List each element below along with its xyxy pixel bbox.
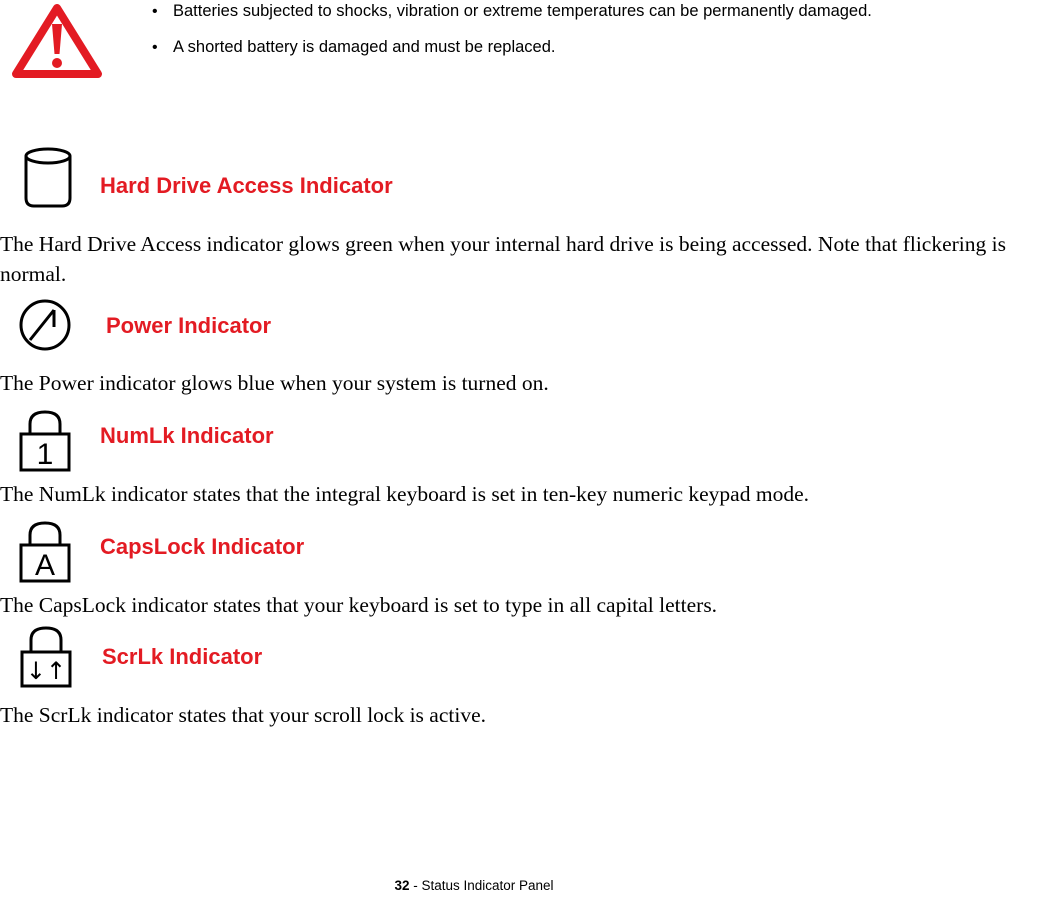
hdd-description: The Hard Drive Access indicator glows green when your internal hard drive is being accessed. Note that flickering is normal. <box>0 232 1006 286</box>
scrlk-description: The ScrLk indicator states that your scroll lock is active. <box>0 703 486 727</box>
capslock-heading: CapsLock Indicator <box>100 534 305 559</box>
numlk-heading: NumLk Indicator <box>100 423 274 448</box>
numlock-glyph: 1 <box>36 438 54 471</box>
numlk-description: The NumLk indicator states that the integral keyboard is set in ten-key numeric keypad mode. <box>0 482 809 506</box>
footer-title: Status Indicator Panel <box>421 878 554 893</box>
bullet-dot: • <box>152 3 158 20</box>
warning-bullet <box>150 36 1030 58</box>
hard-drive-icon <box>22 146 76 210</box>
capslock-icon <box>18 519 72 583</box>
power-description: The Power indicator glows blue when your system is turned on. <box>0 371 549 395</box>
footer-separator: - <box>409 878 422 893</box>
scrlk-heading: ScrLk Indicator <box>102 644 263 669</box>
bullet-dot: • <box>152 39 158 56</box>
scroll-lock-icon <box>18 624 74 688</box>
warning-bullet-list <box>150 0 1030 72</box>
scroll-lock-glyph: ↓↑ <box>25 657 67 685</box>
warning-triangle-icon <box>10 2 104 80</box>
numlock-icon <box>18 408 72 472</box>
capslock-description: The CapsLock indicator states that your keyboard is set to type in all capital letters. <box>0 593 718 617</box>
page-footer <box>0 878 1038 893</box>
hdd-heading: Hard Drive Access Indicator <box>100 173 393 198</box>
capslock-glyph: A <box>34 549 56 582</box>
warning-bullet-text: A shorted battery is damaged and must be replaced. <box>173 38 556 56</box>
power-heading: Power Indicator <box>106 313 272 338</box>
warning-bullet-text: Batteries subjected to shocks, vibration or extreme temperatures can be permanently damaged. <box>173 2 872 20</box>
page-number: 32 <box>394 878 410 893</box>
power-icon <box>17 297 73 353</box>
warning-bullet <box>150 0 1030 22</box>
